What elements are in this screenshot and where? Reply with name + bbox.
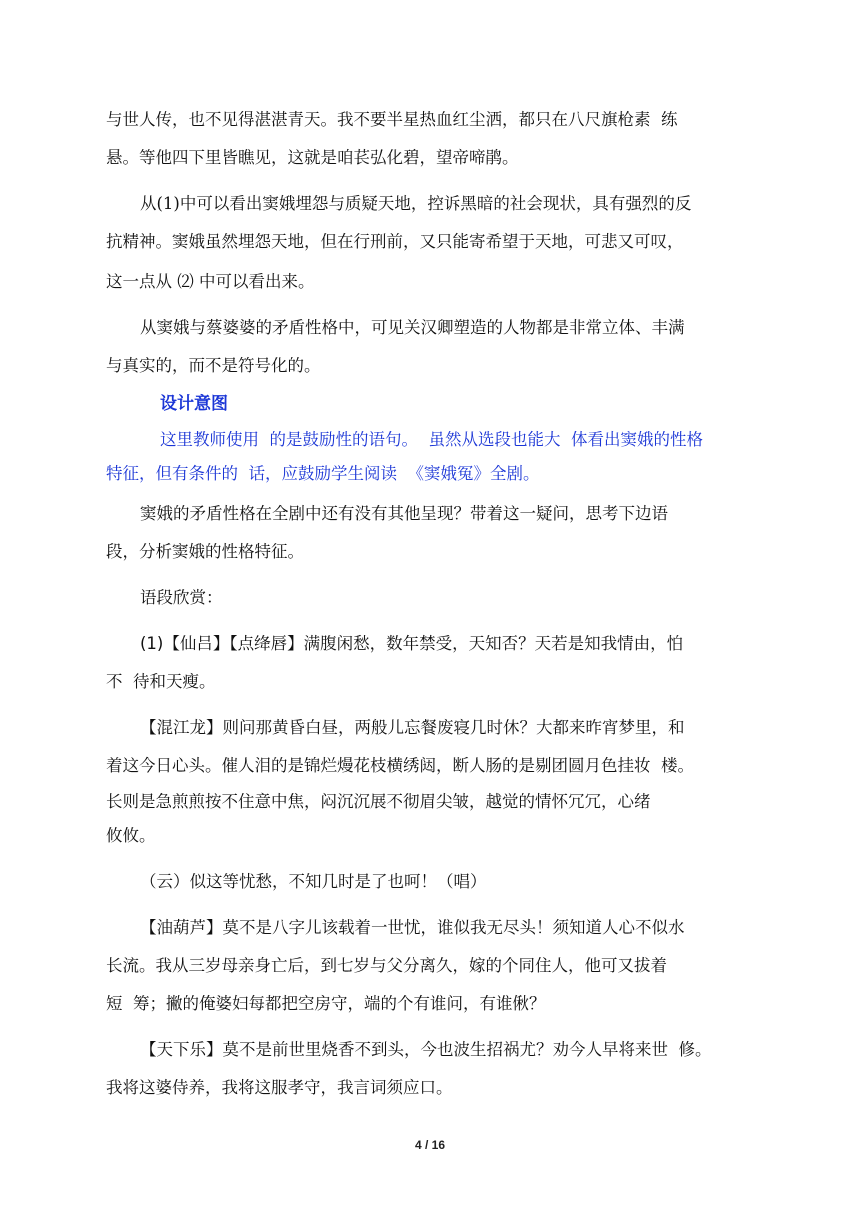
page-number	[0, 1138, 860, 1152]
page-separator: /	[421, 1138, 432, 1152]
passage-line: 着这今日心头。催人泪的是锦烂熳花枝横绣闼，断人肠的是剔团圆月色挂妆 楼。	[106, 756, 694, 775]
text-line: 抗精神。窦娥虽然埋怨天地，但在行刑前，又只能寄希望于天地，可悲又可叹，	[106, 232, 684, 251]
passage-line: 长流。我从三岁母亲身亡后，到七岁与父分离久，嫁的个同住人，他可又拔着	[106, 956, 667, 975]
passage-line: 我将这婆侍养，我将这服孝守，我言词须应口。	[106, 1078, 453, 1097]
passage-line: 不 待和天瘦。	[106, 672, 216, 691]
passage-line: (1)【仙吕】【点绛唇】满腹闲愁，数年禁受，天知否？天若是知我情由，怕	[140, 634, 684, 653]
text-line: 语段欣赏：	[140, 588, 223, 607]
text-line: 窦娥的矛盾性格在全剧中还有没有其他呈现？带着这一疑问，思考下边语	[140, 504, 668, 523]
text-line: 从(1)中可以看出窦娥埋怨与质疑天地，控诉黑暗的社会现状，具有强烈的反	[140, 194, 692, 213]
page-current: 4	[414, 1138, 422, 1152]
passage-line: 【油葫芦】莫不是八字儿该载着一世忧，谁似我无尽头！须知道人心不似水	[140, 918, 685, 937]
passage-line: 【混江龙】则问那黄昏白昼，两般儿忘餐废寝几时休？大都来昨宵梦里，和	[140, 718, 685, 737]
text-line: 与世人传，也不见得湛湛青天。我不要半星热血红尘洒，都只在八尺旗枪素 练	[106, 110, 678, 129]
text-line: 段，分析窦娥的性格特征。	[106, 542, 304, 561]
design-note-line: 特征，但有条件的 话，应鼓励学生阅读 《窦娥冤》全剧。	[106, 464, 540, 483]
passage-line: 攸攸。	[106, 826, 156, 845]
page-total: 16	[431, 1138, 446, 1152]
passage-line: 【天下乐】莫不是前世里烧香不到头，今也波生招祸尤？劝今人早将来世 修。	[140, 1040, 712, 1059]
text-line: 从窦娥与蔡婆婆的矛盾性格中，可见关汉卿塑造的人物都是非常立体、丰满	[140, 318, 685, 337]
design-note-line: 这里教师使用 的是鼓励性的语句。 虽然从选段也能大 体看出窦娥的性格	[160, 430, 703, 449]
text-line: 悬。等他四下里皆瞧见，这就是咱苌弘化碧，望帝啼鹃。	[106, 148, 519, 167]
text-line: 这一点从 ⑵ 中可以看出来。	[106, 272, 315, 291]
passage-line: 长则是急煎煎按不住意中焦，闷沉沉展不彻眉尖皱，越觉的情怀冗冗，心绪	[106, 792, 651, 811]
text-line: 与真实的，而不是符号化的。	[106, 356, 321, 375]
passage-line: 短 筹；撇的俺婆妇每都把空房守，端的个有谁问，有谁偢？	[106, 994, 546, 1013]
passage-line: （云）似这等忧愁，不知几时是了也呵！（唱）	[140, 872, 487, 891]
section-heading: 设计意图	[160, 394, 228, 414]
